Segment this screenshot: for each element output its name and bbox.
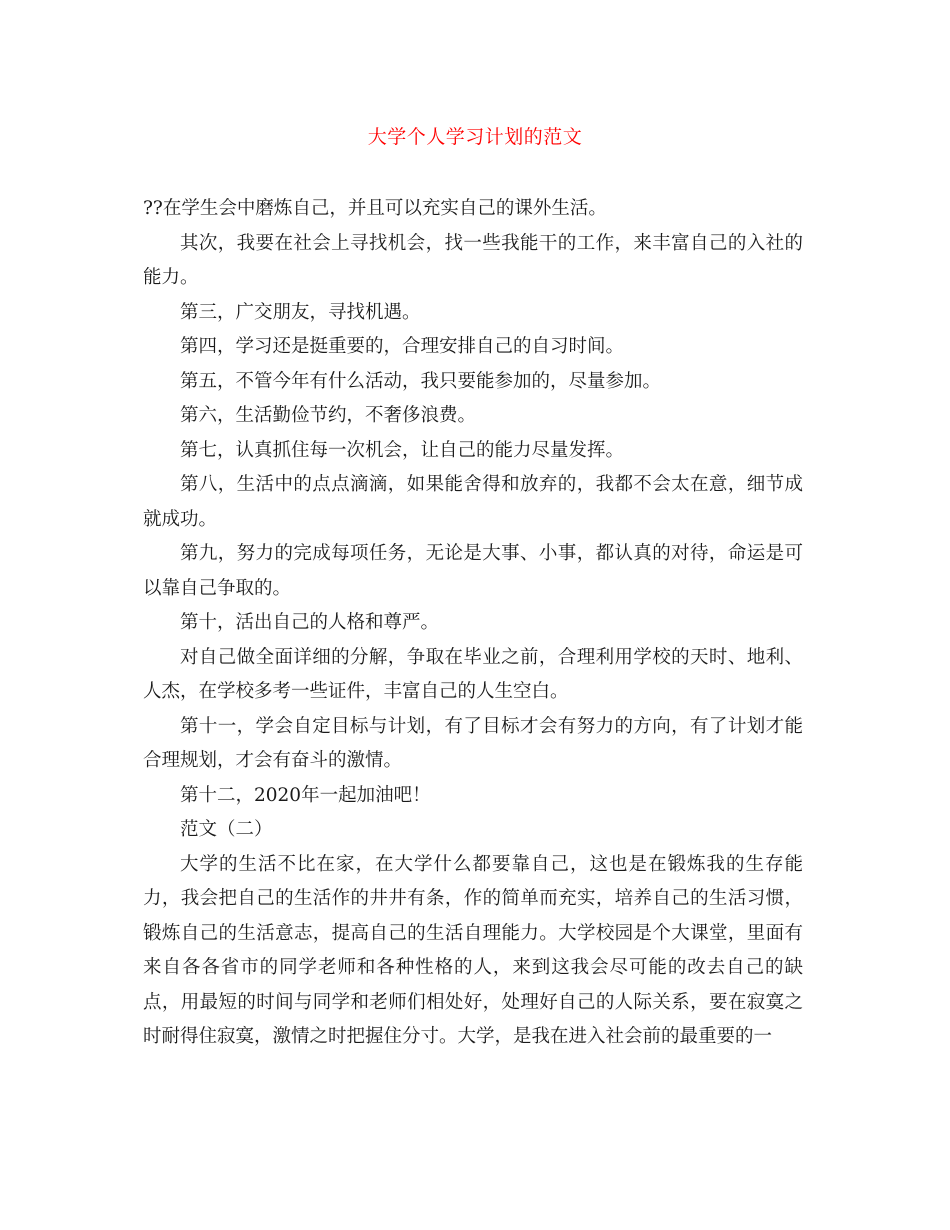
paragraph: 第十一，学会自定目标与计划，有了目标才会有努力的方向，有了计划才能合理规划，才会有奋斗的激情。 <box>143 715 803 771</box>
paragraph: 第五，不管今年有什么活动，我只要能参加的，尽量参加。 <box>180 370 662 392</box>
paragraph: 第三，广交朋友，寻找机遇。 <box>180 301 421 323</box>
paragraph: 第四，学习还是挺重要的，合理安排自己的自习时间。 <box>180 336 625 357</box>
paragraph: 其次，我要在社会上寻找机会，找一些我能干的工作，来丰富自己的入社的能力。 <box>143 232 803 288</box>
paragraph: ??在学生会中磨炼自己，并且可以充实自己的课外生活。 <box>143 198 607 219</box>
document-body <box>143 192 803 1055</box>
paragraph: 对自己做全面详细的分解，争取在毕业之前，合理利用学校的天时、地利、人杰，在学校多考一些证件，丰富自己的人生空白。 <box>143 646 803 702</box>
paragraph: 第八，生活中的点点滴滴，如果能舍得和放弃的，我都不会太在意，细节成就成功。 <box>143 474 803 530</box>
paragraph: 第十二，2020年一起加油吧！ <box>180 784 431 806</box>
paragraph: 第七，认真抓住每一次机会，让自己的能力尽量发挥。 <box>180 439 625 461</box>
paragraph: 第九，努力的完成每项任务，无论是大事、小事，都认真的对待，命运是可以靠自己争取的。 <box>143 543 803 599</box>
document-title: 大学个人学习计划的范文 <box>367 126 583 148</box>
paragraph: 第六，生活勤俭节约，不奢侈浪费。 <box>180 405 477 426</box>
section-heading: 范文（二） <box>180 819 273 840</box>
paragraph: 大学的生活不比在家，在大学什么都要靠自己，这也是在锻炼我的生存能力，我会把自己的生活作的井井有条，作的简单而充实，培养自己的生活习惯，锻炼自己的生活意志，提高自己的生活自理能力。大学校园是个大课堂，里面有来自各各省市的同学老师和各种性格的人，来到这我会尽可能的改去自己的缺点，用最短的时间与同学和老师们相处好，处理好自己的人际关系，要在寂寞之时耐得住寂寞，激情之时把握住分寸。大学，是我在进入社会前的最重要的一 <box>143 853 803 1047</box>
paragraph: 第十，活出自己的人格和尊严。 <box>180 612 440 633</box>
